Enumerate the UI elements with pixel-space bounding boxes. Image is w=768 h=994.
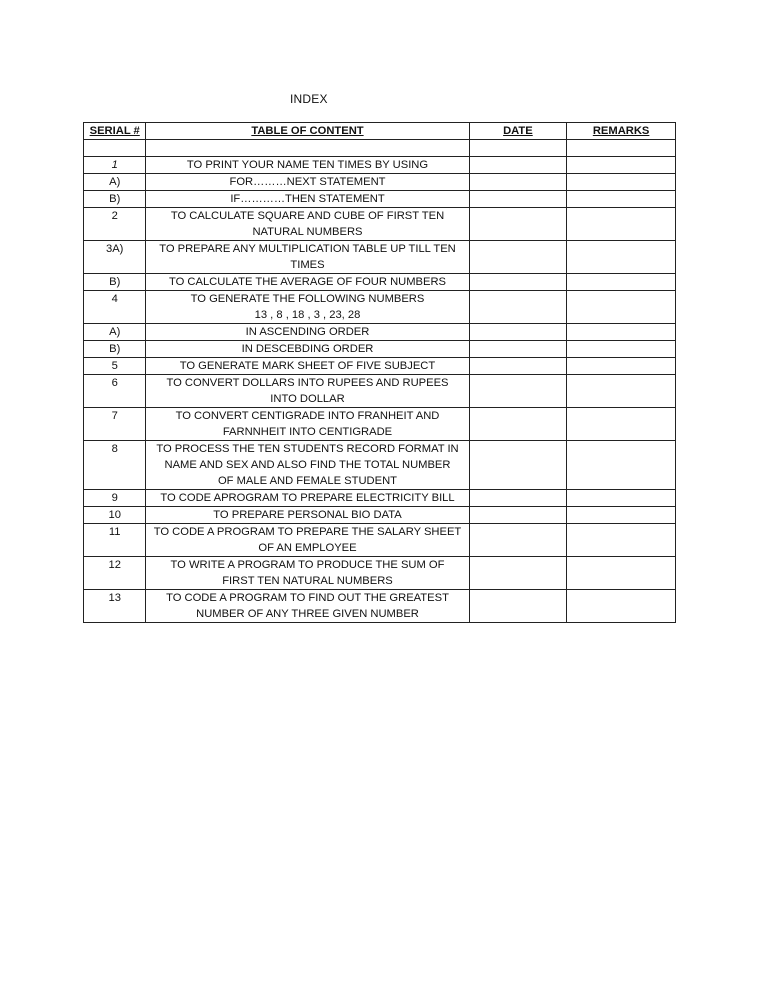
content-cell <box>146 274 469 291</box>
table-row <box>84 174 676 191</box>
serial-cell: 2 <box>84 208 146 241</box>
date-cell <box>469 191 567 208</box>
table-row <box>84 241 676 274</box>
content-line: TO CONVERT DOLLARS INTO RUPEES AND RUPEES <box>166 377 449 389</box>
content-line: TO WRITE A PROGRAM TO PRODUCE THE SUM OF <box>170 559 445 571</box>
content-line: TO CALCULATE THE AVERAGE OF FOUR NUMBERS <box>168 276 447 288</box>
content-cell <box>146 324 469 341</box>
content-line: TO CODE A PROGRAM TO FIND OUT THE GREATEST <box>166 592 449 604</box>
serial-cell: A) <box>84 174 146 191</box>
content-cell <box>146 375 469 408</box>
remarks-cell <box>567 157 676 174</box>
date-cell <box>469 507 567 524</box>
date-cell <box>469 590 567 623</box>
date-cell <box>469 375 567 408</box>
content-line: TO CODE APROGRAM TO PREPARE ELECTRICITY BILL <box>160 492 455 504</box>
content-cell <box>146 507 469 524</box>
remarks-cell <box>567 274 676 291</box>
date-cell <box>469 557 567 590</box>
page-title: INDEX <box>290 92 328 106</box>
content-line: TO PREPARE ANY MULTIPLICATION TABLE UP TILL TEN <box>159 243 456 255</box>
content-cell <box>146 208 469 241</box>
content-line: FOR………NEXT STATEMENT <box>229 176 386 188</box>
serial-cell: 7 <box>84 408 146 441</box>
serial-cell: 10 <box>84 507 146 524</box>
date-cell <box>469 524 567 557</box>
content-cell <box>146 291 469 324</box>
table-body <box>84 140 676 623</box>
content-cell <box>146 341 469 358</box>
serial-cell: 3A) <box>84 241 146 274</box>
remarks-cell <box>567 341 676 358</box>
table-row <box>84 324 676 341</box>
remarks-cell <box>567 557 676 590</box>
serial-cell: 4 <box>84 291 146 324</box>
table-row-empty <box>84 140 676 157</box>
remarks-cell <box>567 324 676 341</box>
serial-cell: 13 <box>84 590 146 623</box>
content-cell <box>146 524 469 557</box>
content-cell <box>146 191 469 208</box>
content-cell <box>146 441 469 490</box>
content-cell <box>146 157 469 174</box>
serial-cell: 6 <box>84 375 146 408</box>
content-line: TO CONVERT CENTIGRADE INTO FRANHEIT AND <box>175 410 440 422</box>
header-remarks: REMARKS <box>567 123 676 140</box>
table-row <box>84 524 676 557</box>
table-row <box>84 274 676 291</box>
index-table <box>83 122 676 623</box>
content-line: OF AN EMPLOYEE <box>258 542 357 554</box>
table-row <box>84 408 676 441</box>
content-line: IF…………THEN STATEMENT <box>230 193 385 205</box>
content-line: TO PROCESS THE TEN STUDENTS RECORD FORMAT IN <box>156 443 459 455</box>
table-row <box>84 191 676 208</box>
date-cell <box>469 174 567 191</box>
remarks-cell <box>567 208 676 241</box>
content-cell <box>146 358 469 375</box>
table-row <box>84 157 676 174</box>
date-cell <box>469 441 567 490</box>
date-cell <box>469 358 567 375</box>
content-line: OF MALE AND FEMALE STUDENT <box>217 475 397 487</box>
remarks-cell <box>567 441 676 490</box>
remarks-cell <box>567 191 676 208</box>
date-cell <box>469 157 567 174</box>
remarks-cell <box>567 590 676 623</box>
table-row <box>84 375 676 408</box>
empty-cell <box>567 140 676 157</box>
serial-cell: 8 <box>84 441 146 490</box>
table-header-row <box>84 123 676 140</box>
content-line: TO CODE A PROGRAM TO PREPARE THE SALARY SHEET <box>153 526 462 538</box>
remarks-cell <box>567 524 676 557</box>
remarks-cell <box>567 358 676 375</box>
content-line: TO CALCULATE SQUARE AND CUBE OF FIRST TEN <box>170 210 445 222</box>
content-line: NAME AND SEX AND ALSO FIND THE TOTAL NUMBER <box>164 459 451 471</box>
remarks-cell <box>567 241 676 274</box>
content-line: 13 , 8 , 18 , 3 , 23, 28 <box>254 309 361 321</box>
table-row <box>84 590 676 623</box>
serial-cell: 1 <box>84 157 146 174</box>
empty-cell <box>146 140 469 157</box>
content-line: FARNNHEIT INTO CENTIGRADE <box>222 426 393 438</box>
table-row <box>84 557 676 590</box>
remarks-cell <box>567 408 676 441</box>
table-row <box>84 507 676 524</box>
remarks-cell <box>567 375 676 408</box>
empty-cell <box>84 140 146 157</box>
date-cell <box>469 408 567 441</box>
content-cell <box>146 490 469 507</box>
table-row <box>84 341 676 358</box>
remarks-cell <box>567 291 676 324</box>
content-line: FIRST TEN NATURAL NUMBERS <box>222 575 393 587</box>
serial-cell: 9 <box>84 490 146 507</box>
content-cell <box>146 241 469 274</box>
content-cell <box>146 174 469 191</box>
content-cell <box>146 590 469 623</box>
serial-cell: B) <box>84 191 146 208</box>
content-line: NUMBER OF ANY THREE GIVEN NUMBER <box>196 608 419 620</box>
serial-cell: B) <box>84 341 146 358</box>
date-cell <box>469 341 567 358</box>
date-cell <box>469 324 567 341</box>
table-row <box>84 358 676 375</box>
header-content: TABLE OF CONTENT <box>146 123 469 140</box>
header-serial: SERIAL # <box>84 123 146 140</box>
serial-cell: B) <box>84 274 146 291</box>
empty-cell <box>469 140 567 157</box>
content-cell <box>146 408 469 441</box>
serial-cell: 12 <box>84 557 146 590</box>
serial-cell: 5 <box>84 358 146 375</box>
content-line: TO GENERATE THE FOLLOWING NUMBERS <box>190 293 425 305</box>
table-row <box>84 490 676 507</box>
serial-cell: A) <box>84 324 146 341</box>
content-line: TO GENERATE MARK SHEET OF FIVE SUBJECT <box>179 360 436 372</box>
remarks-cell <box>567 490 676 507</box>
date-cell <box>469 241 567 274</box>
content-line: TIMES <box>290 259 325 271</box>
content-line: TO PREPARE PERSONAL BIO DATA <box>213 509 402 521</box>
content-line: IN ASCENDING ORDER <box>245 326 370 338</box>
table-row <box>84 441 676 490</box>
date-cell <box>469 490 567 507</box>
content-cell <box>146 557 469 590</box>
content-line: IN DESCEBDING ORDER <box>241 343 374 355</box>
content-line: INTO DOLLAR <box>270 393 345 405</box>
content-line: TO PRINT YOUR NAME TEN TIMES BY USING <box>186 159 429 171</box>
table-row <box>84 208 676 241</box>
serial-cell: 11 <box>84 524 146 557</box>
date-cell <box>469 291 567 324</box>
remarks-cell <box>567 507 676 524</box>
header-date: DATE <box>469 123 567 140</box>
date-cell <box>469 208 567 241</box>
table-row <box>84 291 676 324</box>
date-cell <box>469 274 567 291</box>
remarks-cell <box>567 174 676 191</box>
content-line: NATURAL NUMBERS <box>252 226 363 238</box>
